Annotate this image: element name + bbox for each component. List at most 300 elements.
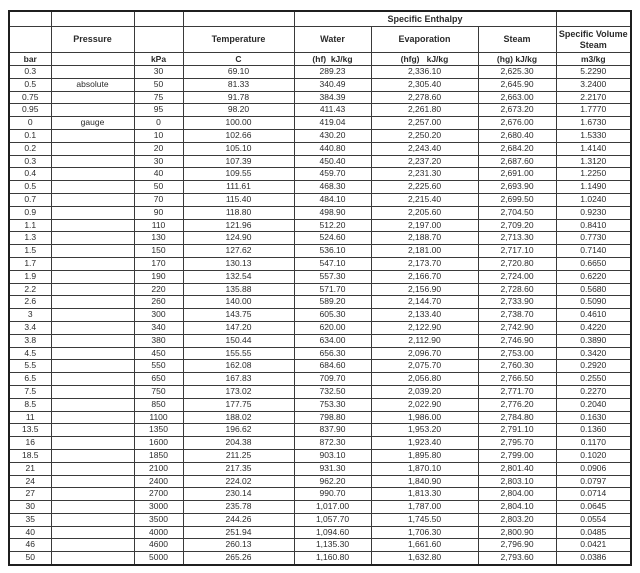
cell-evaporation-hfg: 2,225.60 bbox=[371, 181, 478, 194]
cell-specific-volume: 0.0797 bbox=[556, 475, 631, 488]
cell-evaporation-hfg: 2,156.90 bbox=[371, 283, 478, 296]
cell-bar: 1.5 bbox=[9, 245, 51, 258]
cell-water-hf: 536.10 bbox=[294, 245, 371, 258]
cell-bar: 8.5 bbox=[9, 398, 51, 411]
cell-bar: 24 bbox=[9, 475, 51, 488]
cell-steam-hg: 2,799.00 bbox=[478, 449, 556, 462]
cell-water-hf: 340.49 bbox=[294, 78, 371, 91]
cell-water-hf: 1,160.80 bbox=[294, 552, 371, 565]
cell-steam-hg: 2,746.90 bbox=[478, 334, 556, 347]
cell-bar: 27 bbox=[9, 488, 51, 501]
cell-specific-volume: 0.3420 bbox=[556, 347, 631, 360]
cell-pressure-label bbox=[51, 475, 134, 488]
cell-kPa: 380 bbox=[134, 334, 183, 347]
cell-evaporation-hfg: 2,181.00 bbox=[371, 245, 478, 258]
cell-temperature-C: 115.40 bbox=[183, 193, 294, 206]
cell-kPa: 50 bbox=[134, 78, 183, 91]
cell-kPa: 3500 bbox=[134, 513, 183, 526]
cell-kPa: 30 bbox=[134, 155, 183, 168]
cell-water-hf: 798.80 bbox=[294, 411, 371, 424]
table-row bbox=[9, 424, 631, 437]
cell-pressure-label bbox=[51, 462, 134, 475]
cell-bar: 0.95 bbox=[9, 104, 51, 117]
cell-pressure-label bbox=[51, 129, 134, 142]
cell-pressure-label bbox=[51, 501, 134, 514]
cell-water-hf: 498.90 bbox=[294, 206, 371, 219]
cell-bar: 5.5 bbox=[9, 360, 51, 373]
cell-temperature-C: 230.14 bbox=[183, 488, 294, 501]
cell-kPa: 75 bbox=[134, 91, 183, 104]
cell-evaporation-hfg: 2,250.20 bbox=[371, 129, 478, 142]
cell-evaporation-hfg: 2,305.40 bbox=[371, 78, 478, 91]
cell-evaporation-hfg: 2,039.20 bbox=[371, 385, 478, 398]
cell-specific-volume: 0.2920 bbox=[556, 360, 631, 373]
cell-water-hf: 468.30 bbox=[294, 181, 371, 194]
cell-water-hf: 589.20 bbox=[294, 296, 371, 309]
table-row bbox=[9, 270, 631, 283]
table-row bbox=[9, 206, 631, 219]
cell-steam-hg: 2,693.90 bbox=[478, 181, 556, 194]
cell-evaporation-hfg: 1,661.60 bbox=[371, 539, 478, 552]
cell-evaporation-hfg: 2,197.00 bbox=[371, 219, 478, 232]
cell-kPa: 750 bbox=[134, 385, 183, 398]
cell-water-hf: 512.20 bbox=[294, 219, 371, 232]
cell-bar: 0.3 bbox=[9, 66, 51, 79]
cell-temperature-C: 98.20 bbox=[183, 104, 294, 117]
cell-temperature-C: 135.88 bbox=[183, 283, 294, 296]
cell-temperature-C: 127.62 bbox=[183, 245, 294, 258]
table-row bbox=[9, 245, 631, 258]
table-row bbox=[9, 334, 631, 347]
cell-kPa: 220 bbox=[134, 283, 183, 296]
cell-steam-hg: 2,645.90 bbox=[478, 78, 556, 91]
cell-pressure-label bbox=[51, 181, 134, 194]
cell-pressure-label bbox=[51, 206, 134, 219]
cell-steam-hg: 2,733.90 bbox=[478, 296, 556, 309]
cell-temperature-C: 143.75 bbox=[183, 309, 294, 322]
cell-evaporation-hfg: 1,953.20 bbox=[371, 424, 478, 437]
cell-steam-hg: 2,804.00 bbox=[478, 488, 556, 501]
cell-specific-volume: 5.2290 bbox=[556, 66, 631, 79]
cell-evaporation-hfg: 2,173.70 bbox=[371, 257, 478, 270]
cell-temperature-C: 105.10 bbox=[183, 142, 294, 155]
cell-specific-volume: 0.5680 bbox=[556, 283, 631, 296]
header-specific-enthalpy: Specific Enthalpy bbox=[294, 11, 556, 27]
table-row bbox=[9, 501, 631, 514]
steam-table bbox=[8, 10, 632, 566]
cell-kPa: 260 bbox=[134, 296, 183, 309]
table-body bbox=[9, 66, 631, 566]
cell-temperature-C: 265.26 bbox=[183, 552, 294, 565]
table-row bbox=[9, 347, 631, 360]
cell-bar: 4.5 bbox=[9, 347, 51, 360]
cell-steam-hg: 2,742.90 bbox=[478, 321, 556, 334]
cell-water-hf: 571.70 bbox=[294, 283, 371, 296]
cell-bar: 1.9 bbox=[9, 270, 51, 283]
cell-kPa: 150 bbox=[134, 245, 183, 258]
cell-evaporation-hfg: 1,840.90 bbox=[371, 475, 478, 488]
cell-bar: 0.75 bbox=[9, 91, 51, 104]
cell-pressure-label bbox=[51, 155, 134, 168]
cell-bar: 0.9 bbox=[9, 206, 51, 219]
cell-water-hf: 384.39 bbox=[294, 91, 371, 104]
cell-water-hf: 684.60 bbox=[294, 360, 371, 373]
header-spacer bbox=[9, 27, 51, 53]
cell-kPa: 300 bbox=[134, 309, 183, 322]
cell-specific-volume: 0.4220 bbox=[556, 321, 631, 334]
cell-specific-volume: 0.9230 bbox=[556, 206, 631, 219]
cell-kPa: 20 bbox=[134, 142, 183, 155]
cell-pressure-label bbox=[51, 360, 134, 373]
cell-steam-hg: 2,753.00 bbox=[478, 347, 556, 360]
cell-pressure-label bbox=[51, 449, 134, 462]
table-row bbox=[9, 552, 631, 565]
cell-specific-volume: 0.1630 bbox=[556, 411, 631, 424]
cell-evaporation-hfg: 2,075.70 bbox=[371, 360, 478, 373]
cell-kPa: 3000 bbox=[134, 501, 183, 514]
cell-specific-volume: 0.0554 bbox=[556, 513, 631, 526]
cell-steam-hg: 2,724.00 bbox=[478, 270, 556, 283]
table-row bbox=[9, 181, 631, 194]
cell-steam-hg: 2,699.50 bbox=[478, 193, 556, 206]
cell-evaporation-hfg: 2,112.90 bbox=[371, 334, 478, 347]
cell-kPa: 550 bbox=[134, 360, 183, 373]
table-row bbox=[9, 66, 631, 79]
header-spacer bbox=[183, 11, 294, 27]
unit-hg: (hg) kJ/kg bbox=[478, 53, 556, 66]
cell-bar: 35 bbox=[9, 513, 51, 526]
cell-water-hf: 837.90 bbox=[294, 424, 371, 437]
table-row bbox=[9, 309, 631, 322]
cell-pressure-label bbox=[51, 104, 134, 117]
cell-steam-hg: 2,709.20 bbox=[478, 219, 556, 232]
table-row bbox=[9, 129, 631, 142]
cell-kPa: 4600 bbox=[134, 539, 183, 552]
cell-pressure-label bbox=[51, 488, 134, 501]
cell-specific-volume: 1.7770 bbox=[556, 104, 631, 117]
cell-specific-volume: 0.0906 bbox=[556, 462, 631, 475]
cell-water-hf: 753.30 bbox=[294, 398, 371, 411]
cell-steam-hg: 2,738.70 bbox=[478, 309, 556, 322]
cell-pressure-label bbox=[51, 270, 134, 283]
cell-temperature-C: 204.38 bbox=[183, 437, 294, 450]
cell-pressure-label bbox=[51, 373, 134, 386]
cell-bar: 0.3 bbox=[9, 155, 51, 168]
cell-evaporation-hfg: 2,243.40 bbox=[371, 142, 478, 155]
cell-evaporation-hfg: 2,144.70 bbox=[371, 296, 478, 309]
cell-bar: 0 bbox=[9, 117, 51, 130]
cell-kPa: 2400 bbox=[134, 475, 183, 488]
header-spacer bbox=[51, 11, 134, 27]
cell-steam-hg: 2,793.60 bbox=[478, 552, 556, 565]
cell-temperature-C: 155.55 bbox=[183, 347, 294, 360]
cell-pressure-label bbox=[51, 334, 134, 347]
cell-temperature-C: 118.80 bbox=[183, 206, 294, 219]
cell-evaporation-hfg: 2,122.90 bbox=[371, 321, 478, 334]
cell-bar: 11 bbox=[9, 411, 51, 424]
cell-pressure-label bbox=[51, 245, 134, 258]
cell-bar: 0.1 bbox=[9, 129, 51, 142]
header-row-group bbox=[9, 11, 631, 27]
unit-hfg: (hfg) kJ/kg bbox=[371, 53, 478, 66]
cell-bar: 50 bbox=[9, 552, 51, 565]
cell-pressure-label bbox=[51, 424, 134, 437]
cell-temperature-C: 130.13 bbox=[183, 257, 294, 270]
cell-pressure-label bbox=[51, 168, 134, 181]
cell-kPa: 190 bbox=[134, 270, 183, 283]
cell-specific-volume: 1.1490 bbox=[556, 181, 631, 194]
cell-pressure-label bbox=[51, 539, 134, 552]
table-row bbox=[9, 91, 631, 104]
cell-water-hf: 872.30 bbox=[294, 437, 371, 450]
cell-pressure-label bbox=[51, 66, 134, 79]
cell-evaporation-hfg: 2,205.60 bbox=[371, 206, 478, 219]
cell-water-hf: 484.10 bbox=[294, 193, 371, 206]
cell-specific-volume: 0.0386 bbox=[556, 552, 631, 565]
table-row bbox=[9, 117, 631, 130]
cell-evaporation-hfg: 1,923.40 bbox=[371, 437, 478, 450]
cell-water-hf: 419.04 bbox=[294, 117, 371, 130]
unit-bar: bar bbox=[9, 53, 51, 66]
header-spacer bbox=[134, 11, 183, 27]
cell-kPa: 170 bbox=[134, 257, 183, 270]
cell-steam-hg: 2,673.20 bbox=[478, 104, 556, 117]
steam-table-header bbox=[9, 11, 631, 66]
cell-specific-volume: 1.4140 bbox=[556, 142, 631, 155]
cell-kPa: 40 bbox=[134, 168, 183, 181]
cell-pressure-label bbox=[51, 232, 134, 245]
cell-water-hf: 605.30 bbox=[294, 309, 371, 322]
cell-temperature-C: 211.25 bbox=[183, 449, 294, 462]
cell-specific-volume: 0.0485 bbox=[556, 526, 631, 539]
cell-pressure-label bbox=[51, 309, 134, 322]
cell-evaporation-hfg: 2,188.70 bbox=[371, 232, 478, 245]
cell-bar: 3.8 bbox=[9, 334, 51, 347]
cell-steam-hg: 2,728.60 bbox=[478, 283, 556, 296]
cell-steam-hg: 2,771.70 bbox=[478, 385, 556, 398]
cell-bar: 1.1 bbox=[9, 219, 51, 232]
cell-specific-volume: 0.6650 bbox=[556, 257, 631, 270]
cell-temperature-C: 217.35 bbox=[183, 462, 294, 475]
cell-steam-hg: 2,713.30 bbox=[478, 232, 556, 245]
cell-evaporation-hfg: 2,096.70 bbox=[371, 347, 478, 360]
cell-specific-volume: 0.0645 bbox=[556, 501, 631, 514]
cell-evaporation-hfg: 2,261.80 bbox=[371, 104, 478, 117]
cell-steam-hg: 2,663.00 bbox=[478, 91, 556, 104]
table-row bbox=[9, 385, 631, 398]
header-specific-volume: Specific Volume Steam bbox=[556, 27, 631, 53]
table-row bbox=[9, 513, 631, 526]
cell-steam-hg: 2,784.80 bbox=[478, 411, 556, 424]
cell-bar: 3 bbox=[9, 309, 51, 322]
cell-temperature-C: 109.55 bbox=[183, 168, 294, 181]
table-row bbox=[9, 360, 631, 373]
cell-bar: 2.6 bbox=[9, 296, 51, 309]
cell-water-hf: 557.30 bbox=[294, 270, 371, 283]
cell-pressure-label bbox=[51, 347, 134, 360]
cell-water-hf: 459.70 bbox=[294, 168, 371, 181]
cell-bar: 0.5 bbox=[9, 78, 51, 91]
cell-steam-hg: 2,776.20 bbox=[478, 398, 556, 411]
cell-temperature-C: 147.20 bbox=[183, 321, 294, 334]
table-row bbox=[9, 232, 631, 245]
header-temperature: Temperature bbox=[183, 27, 294, 53]
cell-temperature-C: 140.00 bbox=[183, 296, 294, 309]
header-spacer bbox=[9, 11, 51, 27]
header-pressure: Pressure bbox=[51, 27, 134, 53]
cell-temperature-C: 235.78 bbox=[183, 501, 294, 514]
table-row bbox=[9, 283, 631, 296]
header-steam: Steam bbox=[478, 27, 556, 53]
cell-bar: 18.5 bbox=[9, 449, 51, 462]
cell-kPa: 2700 bbox=[134, 488, 183, 501]
cell-temperature-C: 81.33 bbox=[183, 78, 294, 91]
cell-pressure-label bbox=[51, 283, 134, 296]
cell-kPa: 10 bbox=[134, 129, 183, 142]
cell-temperature-C: 111.61 bbox=[183, 181, 294, 194]
cell-kPa: 90 bbox=[134, 206, 183, 219]
cell-pressure-label bbox=[51, 321, 134, 334]
cell-evaporation-hfg: 2,166.70 bbox=[371, 270, 478, 283]
cell-steam-hg: 2,684.20 bbox=[478, 142, 556, 155]
cell-steam-hg: 2,625.30 bbox=[478, 66, 556, 79]
header-spacer bbox=[51, 53, 134, 66]
cell-temperature-C: 69.10 bbox=[183, 66, 294, 79]
cell-temperature-C: 150.44 bbox=[183, 334, 294, 347]
unit-kpa: kPa bbox=[134, 53, 183, 66]
cell-temperature-C: 121.96 bbox=[183, 219, 294, 232]
cell-temperature-C: 132.54 bbox=[183, 270, 294, 283]
cell-specific-volume: 0.3890 bbox=[556, 334, 631, 347]
cell-bar: 21 bbox=[9, 462, 51, 475]
cell-steam-hg: 2,691.00 bbox=[478, 168, 556, 181]
cell-kPa: 340 bbox=[134, 321, 183, 334]
cell-temperature-C: 260.13 bbox=[183, 539, 294, 552]
cell-specific-volume: 0.0714 bbox=[556, 488, 631, 501]
cell-specific-volume: 0.2270 bbox=[556, 385, 631, 398]
cell-specific-volume: 0.1360 bbox=[556, 424, 631, 437]
cell-specific-volume: 1.6730 bbox=[556, 117, 631, 130]
table-row bbox=[9, 526, 631, 539]
cell-steam-hg: 2,720.80 bbox=[478, 257, 556, 270]
cell-specific-volume: 1.0240 bbox=[556, 193, 631, 206]
cell-specific-volume: 1.5330 bbox=[556, 129, 631, 142]
cell-specific-volume: 0.1170 bbox=[556, 437, 631, 450]
header-water: Water bbox=[294, 27, 371, 53]
cell-steam-hg: 2,760.30 bbox=[478, 360, 556, 373]
cell-temperature-C: 102.66 bbox=[183, 129, 294, 142]
cell-water-hf: 1,057.70 bbox=[294, 513, 371, 526]
table-row bbox=[9, 539, 631, 552]
cell-water-hf: 289.23 bbox=[294, 66, 371, 79]
table-row bbox=[9, 411, 631, 424]
cell-bar: 13.5 bbox=[9, 424, 51, 437]
cell-bar: 40 bbox=[9, 526, 51, 539]
cell-specific-volume: 0.4610 bbox=[556, 309, 631, 322]
cell-temperature-C: 196.62 bbox=[183, 424, 294, 437]
cell-temperature-C: 244.26 bbox=[183, 513, 294, 526]
cell-steam-hg: 2,687.60 bbox=[478, 155, 556, 168]
cell-bar: 2.2 bbox=[9, 283, 51, 296]
cell-pressure-label bbox=[51, 142, 134, 155]
header-row-units bbox=[9, 53, 631, 66]
cell-kPa: 650 bbox=[134, 373, 183, 386]
cell-water-hf: 524.60 bbox=[294, 232, 371, 245]
table-row bbox=[9, 104, 631, 117]
cell-kPa: 1600 bbox=[134, 437, 183, 450]
unit-m3kg: m3/kg bbox=[556, 53, 631, 66]
cell-temperature-C: 188.02 bbox=[183, 411, 294, 424]
cell-water-hf: 440.80 bbox=[294, 142, 371, 155]
table-row bbox=[9, 398, 631, 411]
table-row bbox=[9, 462, 631, 475]
cell-specific-volume: 0.2040 bbox=[556, 398, 631, 411]
cell-steam-hg: 2,766.50 bbox=[478, 373, 556, 386]
cell-pressure-label bbox=[51, 437, 134, 450]
cell-specific-volume: 0.2550 bbox=[556, 373, 631, 386]
cell-steam-hg: 2,795.70 bbox=[478, 437, 556, 450]
cell-evaporation-hfg: 1,870.10 bbox=[371, 462, 478, 475]
cell-bar: 3.4 bbox=[9, 321, 51, 334]
cell-bar: 46 bbox=[9, 539, 51, 552]
table-row bbox=[9, 78, 631, 91]
cell-temperature-C: 162.08 bbox=[183, 360, 294, 373]
cell-kPa: 95 bbox=[134, 104, 183, 117]
cell-evaporation-hfg: 2,257.00 bbox=[371, 117, 478, 130]
cell-bar: 0.2 bbox=[9, 142, 51, 155]
cell-pressure-label bbox=[51, 513, 134, 526]
cell-bar: 1.3 bbox=[9, 232, 51, 245]
cell-kPa: 850 bbox=[134, 398, 183, 411]
header-spacer bbox=[134, 27, 183, 53]
cell-kPa: 5000 bbox=[134, 552, 183, 565]
cell-bar: 0.4 bbox=[9, 168, 51, 181]
cell-kPa: 450 bbox=[134, 347, 183, 360]
cell-water-hf: 656.30 bbox=[294, 347, 371, 360]
cell-water-hf: 990.70 bbox=[294, 488, 371, 501]
table-row bbox=[9, 257, 631, 270]
cell-steam-hg: 2,803.10 bbox=[478, 475, 556, 488]
cell-steam-hg: 2,804.10 bbox=[478, 501, 556, 514]
cell-water-hf: 732.50 bbox=[294, 385, 371, 398]
header-evaporation: Evaporation bbox=[371, 27, 478, 53]
cell-evaporation-hfg: 2,215.40 bbox=[371, 193, 478, 206]
cell-bar: 1.7 bbox=[9, 257, 51, 270]
cell-evaporation-hfg: 2,336.10 bbox=[371, 66, 478, 79]
cell-pressure-label bbox=[51, 411, 134, 424]
cell-evaporation-hfg: 2,278.60 bbox=[371, 91, 478, 104]
table-row bbox=[9, 437, 631, 450]
cell-steam-hg: 2,791.10 bbox=[478, 424, 556, 437]
cell-pressure-label bbox=[51, 296, 134, 309]
cell-water-hf: 931.30 bbox=[294, 462, 371, 475]
cell-evaporation-hfg: 1,745.50 bbox=[371, 513, 478, 526]
cell-pressure-label: absolute bbox=[51, 78, 134, 91]
cell-water-hf: 709.70 bbox=[294, 373, 371, 386]
cell-water-hf: 903.10 bbox=[294, 449, 371, 462]
cell-kPa: 30 bbox=[134, 66, 183, 79]
cell-pressure-label bbox=[51, 193, 134, 206]
table-row bbox=[9, 475, 631, 488]
cell-steam-hg: 2,717.10 bbox=[478, 245, 556, 258]
cell-evaporation-hfg: 2,056.80 bbox=[371, 373, 478, 386]
cell-temperature-C: 173.02 bbox=[183, 385, 294, 398]
cell-temperature-C: 100.00 bbox=[183, 117, 294, 130]
cell-specific-volume: 0.1020 bbox=[556, 449, 631, 462]
cell-steam-hg: 2,801.40 bbox=[478, 462, 556, 475]
cell-specific-volume: 0.7140 bbox=[556, 245, 631, 258]
cell-temperature-C: 167.83 bbox=[183, 373, 294, 386]
